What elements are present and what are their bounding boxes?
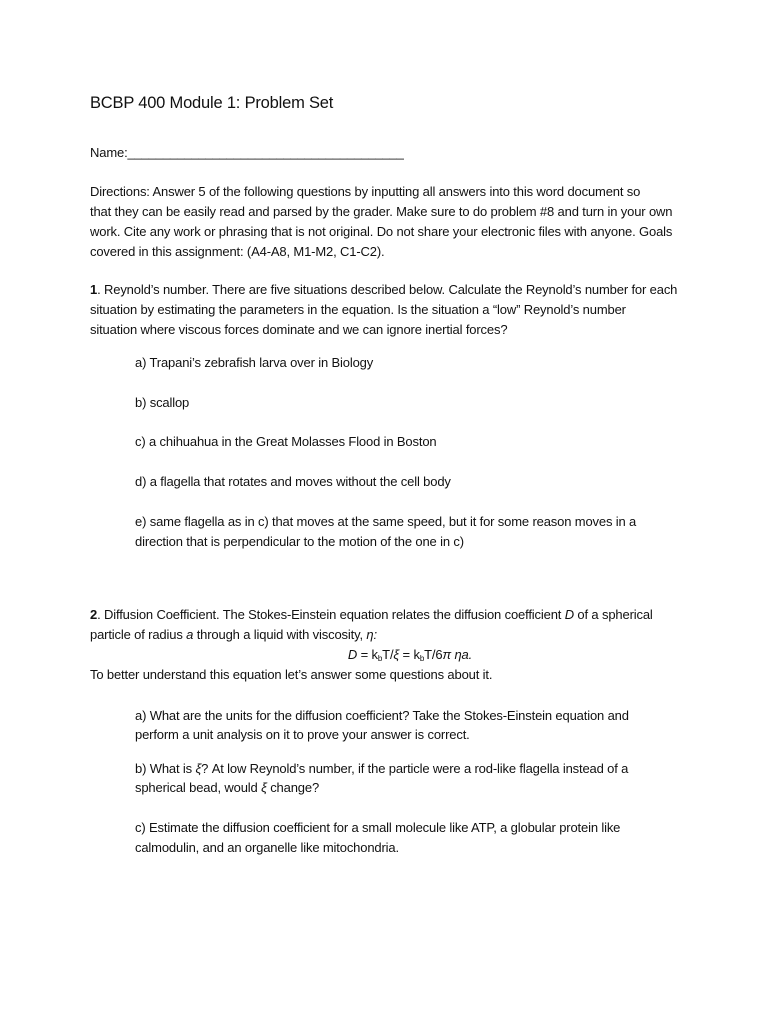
q1-text: . Reynold’s number. There are five situations described below. Calculate the Reynold’s number for each xyxy=(97,282,678,297)
q2-item-b-line-2: spherical bead, would ξ change? xyxy=(135,780,320,795)
q2-line-2: particle of radius a through a liquid with viscosity, η: xyxy=(90,627,377,642)
stokes-einstein-equation: $D = k_bT/\xi = k_bT/6\pi$ ηa. xyxy=(347,647,473,663)
q1-line-3: situation where viscous forces dominate and we can ignore inertial forces? xyxy=(90,322,508,337)
q2-item-b-line-1: b) What is ξ? At low Reynold’s number, if the particle were a rod-like flagella instead of a xyxy=(135,761,629,776)
q1-item-c: c) a chihuahua in the Great Molasses Flood in Boston xyxy=(135,434,437,449)
q1-item-b: b) scallop xyxy=(135,395,190,410)
name-field-line: Name:_______________________________________ xyxy=(90,145,404,160)
directions-line-3: work. Cite any work or phrasing that is not original. Do not share your electronic files with anyone. Goals xyxy=(90,224,673,239)
var-eta: η xyxy=(366,627,374,642)
q2-item-a-line-1: a) What are the units for the diffusion coefficient? Take the Stokes-Einstein equation and xyxy=(135,708,629,723)
directions-line-2: that they can be easily read and parsed by the grader. Make sure to do problem #8 and turn in your own xyxy=(90,204,673,219)
q2-number: 2 xyxy=(90,607,98,622)
q1-line-1 xyxy=(90,280,677,300)
q1-item-d: d) a flagella that rotates and moves without the cell body xyxy=(135,474,451,489)
q2-line-1: 2. Diffusion Coefficient. The Stokes-Einstein equation relates the diffusion coefficient D of a spherical xyxy=(90,607,653,622)
q1-item-e-line-1: e) same flagella as in c) that moves at the same speed, but it for some reason moves in a xyxy=(135,514,637,529)
q1-item-a: a) Trapani’s zebrafish larva over in Biology xyxy=(135,355,374,370)
q2-item-c-line-1: c) Estimate the diffusion coefficient for a small molecule like ATP, a globular protein like xyxy=(135,820,621,835)
document-title: BCBP 400 Module 1: Problem Set xyxy=(90,94,334,112)
q2-intro-after: To better understand this equation let’s answer some questions about it. xyxy=(90,667,493,682)
q2-item-a-line-2: perform a unit analysis on it to prove your answer is correct. xyxy=(135,727,470,742)
q1-item-e-line-2: direction that is perpendicular to the motion of the one in c) xyxy=(135,534,464,549)
var-d: D xyxy=(564,607,574,622)
q1-line-2: situation by estimating the parameters in the equation. Is the situation a “low” Reynold’s number xyxy=(90,302,626,317)
var-a: a xyxy=(186,627,194,642)
q2-item-c-line-2: calmodulin, and an organelle like mitochondria. xyxy=(135,840,399,855)
directions-line-1: Directions: Answer 5 of the following questions by inputting all answers into this word document so xyxy=(90,184,641,199)
directions-line-4: covered in this assignment: (A4-A8, M1-M2, C1-C2). xyxy=(90,244,385,259)
q1-number: 1 xyxy=(90,282,98,297)
